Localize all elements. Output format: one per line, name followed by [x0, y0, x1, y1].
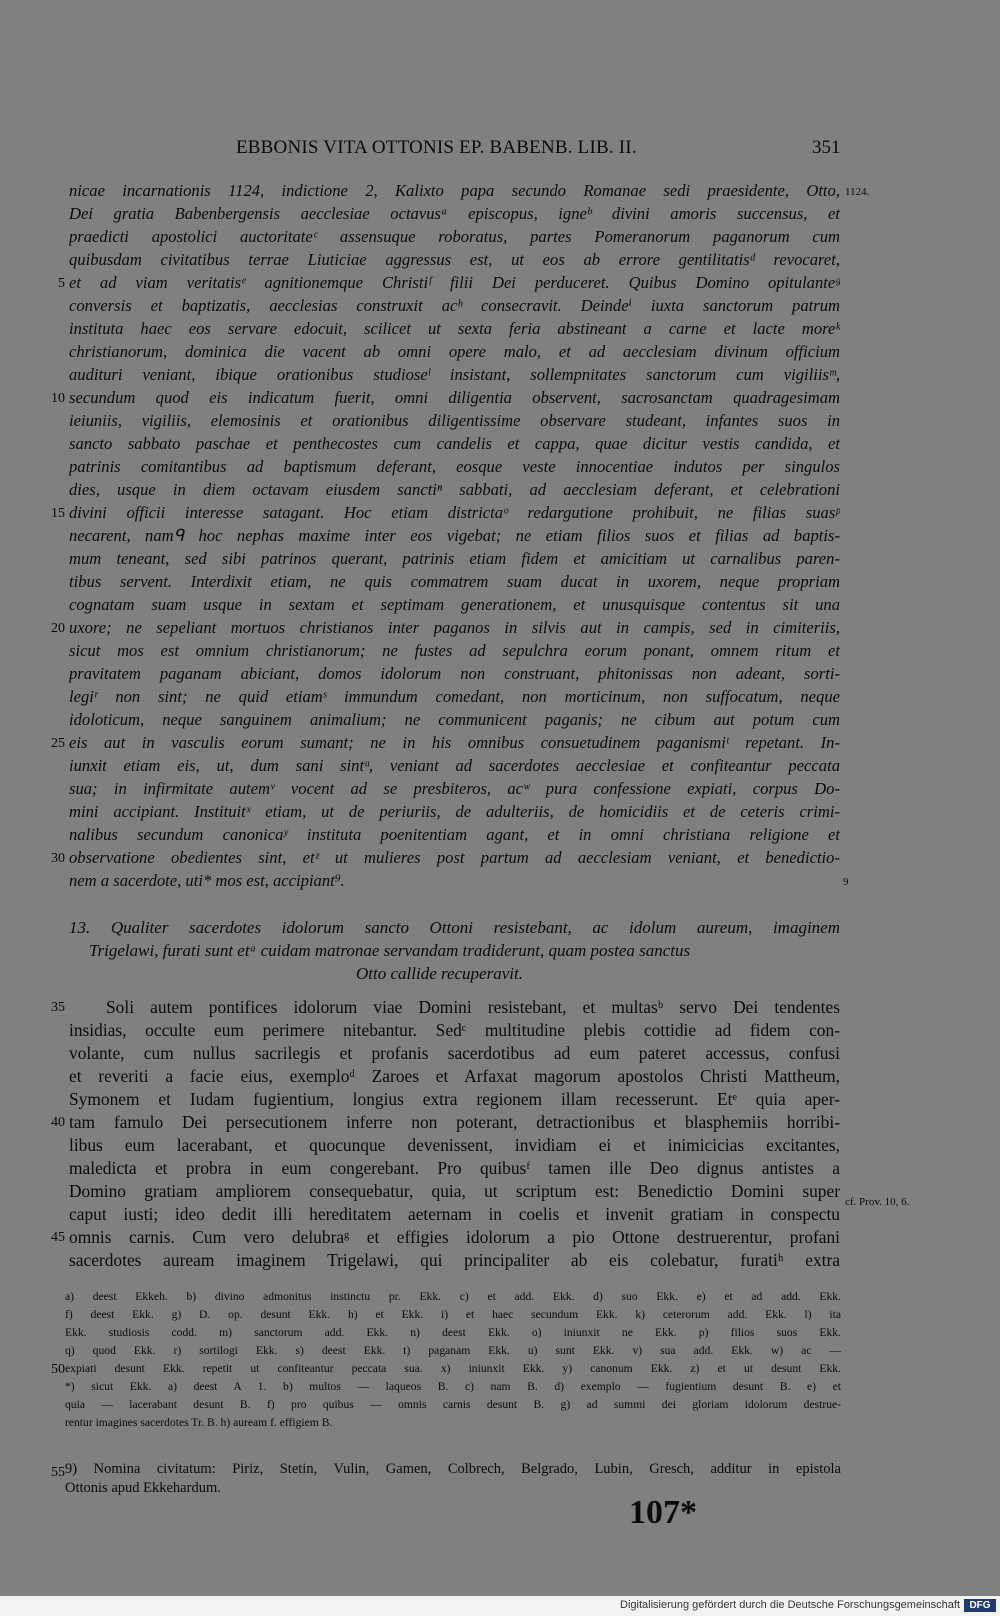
text-line: dies, usque in diem octavam eiusdem sanctiⁿ sabbati, ad aecclesiam deferant, et celebrationi — [69, 480, 840, 499]
line-number: 15 — [51, 506, 65, 521]
note-marker-9: 9 — [843, 876, 849, 888]
text-line: observatione obedientes sint, etᶻ ut mulieres post partum ad aecclesiam veniant, et benedictio- — [69, 848, 840, 867]
text-line: Domino gratiam ampliorem consequebatur, quia, ut scriptum est: Benedictio Domini super — [69, 1181, 840, 1201]
text-line: maledicta et probra in eum congerebant. Pro quibusᶠ tamen ille Deo dignus antistes a — [69, 1158, 840, 1178]
text-line: divini officii interesse satagant. Hoc etiam districtaᵒ redargutione prohibuit, ne filias suasᵖ — [69, 503, 840, 522]
line-number: 5 — [58, 276, 65, 291]
text-line: sancto sabbato paschae et penthecostes cum candelis et cappa, quae dicitur vestis candida, et — [69, 434, 840, 453]
footnote-line: f) deest Ekk. g) D. op. desunt Ekk. h) et Ekk. i) et haec secundum Ekk. k) ceterorum add. Ekk. l) ita — [65, 1308, 841, 1321]
line-number: 30 — [51, 851, 65, 866]
footnote-line: quia — lacerabant desunt B. f) pro quibus — omnis carnis desunt B. g) ad summi dei gloriam idolorum destrue- — [65, 1398, 841, 1411]
text-line: mum teneant, sed sibi patrinos querant, patrinis etiam fidem et amicitiam ut carnalibus paren- — [69, 549, 840, 568]
text-line: caput iusti; ideo dedit illi hereditatem aeternam in coelis et invenit gratiam in conspectu — [69, 1204, 840, 1224]
text-line: quibusdam civitatibus terrae Liuticiae aggressus est, ut eos ab errore gentilitatisᵈ revocaret, — [69, 250, 840, 269]
footnote-line: *) sicut Ekk. a) deest A 1. b) multos — laqueos B. c) nam B. d) exemplo — fugientium desunt B. e) et — [65, 1380, 841, 1393]
footnote-line: expiati desunt Ekk. repetit ut confiteantur peccata sua. x) iniunxit Ekk. y) canonum Ekk. z) et ut desunt Ekk. — [65, 1362, 841, 1375]
text-line: conversis et baptizatis, aecclesias construxit acʰ consecravit. Deindeⁱ iuxta sanctorum patrum — [69, 296, 840, 315]
margin-year: 1124. — [845, 186, 870, 198]
text-line: idoloticum, neque sanguinem animalium; ne communicent paganis; ne cibum aut potum cum — [69, 710, 840, 729]
text-line: praedicti apostolici auctoritateᶜ assensuque roboratus, partes Pomeranorum paganorum cum — [69, 227, 840, 246]
text-line: uxore; ne sepeliant mortuos christianos inter paganos in silvis aut in campis, sed in cimiteriis, — [69, 618, 840, 637]
text-line: secundum quod eis indicatum fuerit, omni diligentia observent, sacrosanctam quadragesimam — [69, 388, 840, 407]
page-number: 351 — [812, 137, 841, 158]
folio-mark: 107* — [629, 1494, 697, 1531]
text-line: sua; in infirmitate autemᵛ vocent ad se presbiteros, acʷ pura confessione expiati, corpus Do- — [69, 779, 840, 798]
text-line: christianorum, dominica die vacent ab omni opere malo, et ad aecclesiam divinum officium — [69, 342, 840, 361]
text-line: insidias, occulte eum perimere nitebantur. Sedᶜ multitudine plebis cottidie ad fidem con- — [69, 1020, 840, 1040]
text-line: nalibus secundum canonicaʸ instituta poenitentiam agant, et in omni christiana religione et — [69, 825, 840, 844]
text-line: nem a sacerdote, uti* mos est, accipiant⁹. — [69, 871, 345, 890]
footnote-line: rentur imagines sacerdotes Tr. B. h) auream f. effigiem B. — [65, 1416, 333, 1429]
text-line: instituta haec eos servare edocuit, scilicet ut sexta feria abstineant a carne et lacte moreᵏ — [69, 319, 840, 338]
dfg-logo-icon: DFG — [964, 1599, 996, 1612]
text-line: legiʳ non sint; ne quid etiamˢ immundum comedant, non morticinum, non suffocatum, neque — [69, 687, 840, 706]
text-line: pravitatem paganam abiciant, domos idolorum non construant, phitonissas non adeant, sorti- — [69, 664, 840, 683]
text-line: nicae incarnationis 1124, indictione 2, Kalixto papa secundo Romanae sedi praesidente, Otto, — [69, 181, 840, 200]
running-title: EBBONIS VITA OTTONIS EP. BABENB. LIB. II. — [236, 137, 637, 158]
text-line: audituri veniant, ibique orationibus studioseˡ insistant, sollempnitates sanctorum cum vigiliisᵐ, — [69, 365, 840, 384]
text-line: sacerdotes auream imaginem Trigelawi, qui principaliter ab eis colebatur, furatiʰ extra — [69, 1250, 840, 1270]
text-line: eis aut in vasculis eorum sumant; ne in his omnibus consuetudinem paganismiᵗ repetant. In- — [69, 733, 840, 752]
text-line: necarent, namᑫ hoc nephas maxime inter eos vigebat; ne etiam filios suos et filias ad baptis- — [69, 526, 840, 545]
line-number: 35 — [51, 1000, 65, 1015]
text-line: cognatam suam usque in sextam et septimam generationem, et unusquisque contentus sit una — [69, 595, 840, 614]
text-line: iunxit etiam eis, ut, dum sani sintᵘ, veniant ad sacerdotes aecclesiae et confiteantur peccata — [69, 756, 840, 775]
text-line: Dei gratia Babenbergensis aecclesiae octavusᵃ episcopus, igneᵇ divini amoris succensus, et — [69, 204, 840, 223]
text-line: patrinis comitantibus ad baptismum deferant, eosque veste innocentiae indutos per singulos — [69, 457, 840, 476]
text-line: Soli autem pontifices idolorum viae Domini resistebant, et multasᵇ servo Dei tendentes — [106, 997, 840, 1017]
text-line: et ad viam veritatisᵉ agnitionemque Christiᶠ filii Dei perduceret. Quibus Domino opitulanteᵍ — [69, 273, 840, 292]
note-9-continuation: Ottonis apud Ekkehardum. — [65, 1480, 221, 1496]
text-line: libus eum lacerabant, et quocunque devenissent, invidiam ei et inimicicias excitantes, — [69, 1135, 840, 1155]
footnote-line: Ekk. studiosis codd. m) sanctorum add. Ekk. n) deest Ekk. o) iniunxit ne Ekk. p) filios suos Ekk. — [65, 1326, 841, 1339]
line-number: 20 — [51, 621, 65, 636]
heading-line: 13. Qualiter sacerdotes idolorum sancto Ottoni resistebant, ac idolum aureum, imaginem — [69, 918, 840, 937]
line-number: 45 — [51, 1230, 65, 1245]
text-line: Symonem et Iudam fugientium, longius extra regionem illam recesserunt. Etᵉ quia aper- — [69, 1089, 840, 1109]
footnote-line: q) quod Ekk. r) sortilogi Ekk. s) deest Ekk. t) paganam Ekk. u) sunt Ekk. v) sua add. Ekk. w) ac — — [65, 1344, 841, 1357]
footnote-line: a) deest Ekkeh. b) divino admonitus instinctu pr. Ekk. c) et add. Ekk. d) suo Ekk. e) et ad add. Ekk. — [65, 1290, 841, 1303]
line-number: 40 — [51, 1115, 65, 1130]
heading-line: Trigelawi, furati sunt etᵃ cuidam matronae servandam tradiderunt, quam postea sanctus — [89, 941, 691, 960]
running-header — [0, 137, 1000, 167]
line-number: 55 — [51, 1465, 65, 1480]
line-number: 10 — [51, 391, 65, 406]
text-line: ieiuniis, vigiliis, elemosinis et orationibus diligentissime observare studeant, infantes suos in — [69, 411, 840, 430]
text-line: et reveriti a facie eius, exemploᵈ Zaroes et Arfaxat magorum apostolos Christi Mattheum, — [69, 1066, 840, 1086]
text-line: volante, cum nullus sacrilegis et profanis sacerdotibus ad eum pateret accessus, confusi — [69, 1043, 840, 1063]
digitization-footer — [0, 1596, 1000, 1616]
line-number: 25 — [51, 736, 65, 751]
footer-credit: Digitalisierung gefördert durch die Deutsche Forschungsgemeinschaft — [620, 1599, 960, 1611]
text-line: sicut mos est omnium christianorum; ne fustes ad sepulchra eorum ponant, omnem ritum et — [69, 641, 840, 660]
text-line: mini accipiant. Instituitˣ etiam, ut de periuriis, de adulteriis, de homicidiis et de ceteris crimi- — [69, 802, 840, 821]
margin-reference: cf. Prov. 10, 6. — [845, 1196, 910, 1208]
heading-line: Otto callide recuperavit. — [356, 964, 523, 983]
note-9: 9) Nomina civitatum: Piriz, Stetin, Vulin, Gamen, Colbrech, Belgrado, Lubin, Gresch, additur in epistola — [65, 1461, 841, 1477]
text-line: tibus servent. Interdixit etiam, ne quis commatrem suam ducat in uxorem, neque propriam — [69, 572, 840, 591]
text-line: omnis carnis. Cum vero delubraᵍ et effigies idolorum a pio Ottone destruerentur, profani — [69, 1227, 840, 1247]
line-number: 50 — [51, 1362, 65, 1377]
text-line: tam famulo Dei persecutionem inferre non poterant, detractionibus et blasphemiis horribi- — [69, 1112, 840, 1132]
